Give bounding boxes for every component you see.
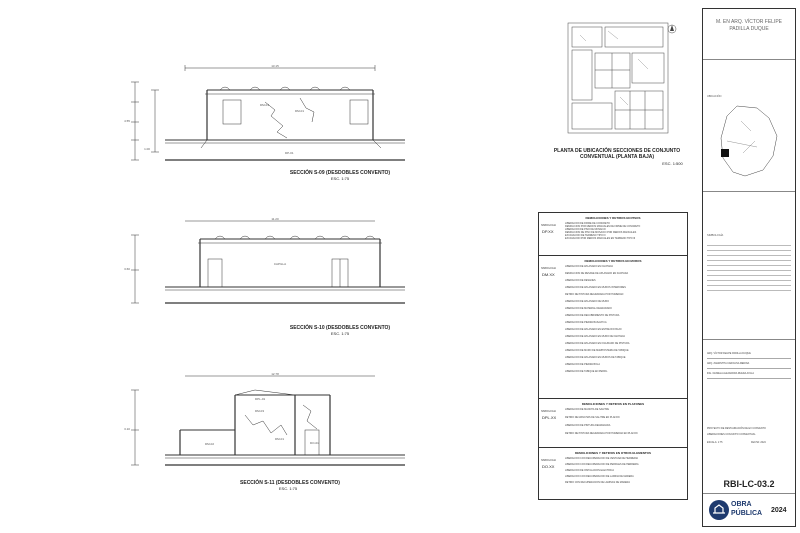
section-s10-title: SECCIÓN S-10 (DESDOBLES CONVENTO): [289, 325, 391, 331]
divider: [703, 339, 795, 340]
note-line: LIBERACION DE APLANADO EN MUROS DE TABIQUE: [565, 356, 626, 359]
note-line: LIBERACION DE APLANADO EN MUROS INTERIORES: [565, 286, 626, 289]
section-s11-drawing: [125, 370, 410, 475]
note-line: LIBERACION DE APLANADO EN FACHADA: [565, 265, 613, 268]
s09-dim-left: 4.55: [124, 119, 130, 123]
divider: [703, 493, 795, 494]
section-s09-drawing: [125, 62, 410, 177]
section-s10-scale: ESC. 1:75: [330, 331, 350, 336]
brand-bottom: PÚBLICA: [731, 510, 763, 517]
tb-row: ARQ. ZAMANTHA CAROLINA MEDINA: [707, 359, 791, 369]
note-line: RETIRO DE PINTURA DEGRADADA POR HUMEDAD: [565, 293, 624, 296]
s11-label-dpl01: DPL-01: [255, 397, 266, 401]
note-line: LIBERACION DE MANCHA DE SALITRE: [565, 408, 609, 411]
s09-label-dp01: DP-01: [285, 151, 294, 155]
signature-rows: [707, 349, 791, 379]
notes-code: DP.XX: [542, 229, 554, 234]
notes-lines: [565, 408, 685, 435]
legend-row: [707, 286, 791, 291]
section-s10-drawing: [125, 215, 410, 320]
location-map: [707, 101, 791, 187]
note-line: LIBERACION DE RESANES: [565, 279, 596, 282]
note-line: LIBERACION DE APLANADO EN ENTRE RIO BAJO: [565, 328, 622, 331]
s11-label-dm02: DM-02: [205, 442, 215, 446]
tb-row: ING. DANIELA ALEJANDRA RUEDA AYALA: [707, 369, 791, 379]
project-label: PROYECTO DE RESTAURACIÓN DE EX CONVENTO: [707, 427, 766, 430]
notes-group-header: DEMOLICIONES Y RETIROS EN OTROS ELEMENTOS: [574, 451, 651, 455]
divider: [703, 59, 795, 60]
site-plan-drawing: [560, 15, 680, 145]
notes-code-label: SIMBOLOGIA: [541, 410, 557, 413]
note-line: LIBERACION DE INSTALACION ELECTRICA: [565, 469, 614, 472]
note-line: LIBERACION DE PINTURA DEGRADADA: [565, 424, 611, 427]
notes-table: [538, 212, 688, 500]
notes-group-otros: [539, 448, 687, 499]
note-line: LIBERACION CON RECUPERACION DE LAMINA DE MADERA: [565, 475, 634, 478]
sheet-code: RBI-LC-03.2: [723, 479, 775, 489]
notes-code: DO.XX: [542, 464, 555, 469]
note-line: LIBERACION DE TABIQUE EN PERFIL: [565, 370, 608, 373]
s11-label-dm01: DM-01: [275, 437, 285, 441]
note-line: LIBERACION DE APLANADO DE MURO: [565, 300, 609, 303]
notes-code: DM.XX: [542, 272, 555, 277]
s10-dim-top: 11.20: [271, 217, 279, 221]
year: 2024: [771, 507, 787, 514]
section-s11-title: SECCIÓN S-11 (DESDOBLES CONVENTO): [240, 480, 340, 486]
s11-dim-left: 3.10: [124, 427, 130, 431]
notes-code: DPL.XX: [542, 415, 557, 420]
note-line: LIBERACION DE PIEDRA BOLA: [565, 363, 600, 366]
note-line: LIBERACION DE FIRME DE CONCRETO: [565, 222, 610, 225]
notes-group-header: DEMOLICIONES Y RETIROS EN PLAFONES: [581, 402, 645, 406]
section-s11-scale: ESC. 1:75: [278, 486, 298, 491]
note-line: LIBERACION DE PISO DE MOSAICO: [565, 228, 606, 231]
note-line: DEMOLICION DE PISO DE MOSAICO POR MEDIOS MANUALES: [565, 231, 637, 234]
note-line: LIBERACION CON RECUPERACION DE VENTANA DE HERRERIA: [565, 457, 639, 460]
s10-dim-left: 3.60: [124, 267, 130, 271]
section-s09-scale: ESC. 1:75: [330, 176, 350, 181]
notes-group-header: DEMOLICIONES Y RETIROS EN PISOS: [585, 216, 641, 220]
tb-row: ARQ. VÍCTOR FELIPE PADILLA DUQUE: [707, 349, 791, 359]
note-line: RETIRO DE MANCHAS DE SALITRE EN PLAFON: [565, 416, 620, 419]
s09-label-dm01: DM-01: [295, 109, 305, 113]
note-line: LIBERACION CON RECUPERACION DE PERFILES DE HERRERIA: [565, 463, 639, 466]
notes-group-header: DEMOLICIONES Y RETIROS EN MUROS: [584, 259, 642, 263]
section-s09-title: SECCIÓN S-09 (DESDOBLES CONVENTO): [289, 170, 391, 176]
note-line: EXCAVACION POR MEDIOS MANUALES EN TERRENO TIPO III: [565, 237, 636, 240]
notes-group-muros: [539, 256, 687, 399]
notes-code-label: SIMBOLOGIA: [541, 267, 557, 270]
s09-dim-low: 1.00: [144, 147, 150, 151]
s09-dim-top: 13.15: [271, 64, 279, 68]
notes-lines: [565, 457, 685, 484]
scale-row: ESCALA: 1:75: [707, 441, 723, 444]
s11-dim-top: 12.78: [271, 372, 279, 376]
note-line: DEMOLICION DE RESANE DE APLANADO EN FACHADA: [565, 272, 629, 275]
divider: [703, 191, 795, 192]
s11-label-dm03: DM-03: [255, 409, 265, 413]
legend-rows: [707, 241, 791, 291]
s11-label-do01: DO-01: [310, 441, 319, 445]
note-line: EXCAVACION DE TERRENO TIPO III: [565, 234, 606, 237]
note-line: LIBERACION DE MURO DE MAMPOSTERIA DE TABIQUE: [565, 349, 629, 352]
notes-group-pisos: [539, 213, 687, 256]
notes-code-label: SIMBOLOGIA: [541, 459, 557, 462]
note-line: LIBERACION DE PIEDRA BASALTICA: [565, 321, 607, 324]
title-block: [702, 8, 796, 527]
note-line: RETIRO CON RECUPERACION DE LAMINAS DE MADERA: [565, 481, 630, 484]
note-line: LIBERACION DE RECUBRIMIENTO DE PINTURA: [565, 314, 620, 317]
site-plan-title: PLANTA DE UBICACIÓN SECCIONES DE CONJUNTO CONVENTUAL (PLANTA BAJA): [553, 148, 681, 160]
symbology-label: SIMBOLOGÍA: [707, 234, 724, 237]
notes-group-plafones: [539, 399, 687, 448]
note-line: LIBERACION DE MATERIAL DEGRADADO: [565, 307, 612, 310]
notes-code-label: SIMBOLOGIA: [541, 224, 557, 227]
notes-lines: [565, 222, 685, 240]
s09-label-dm03: DM-03: [260, 103, 270, 107]
brand-top: OBRA: [731, 501, 752, 508]
note-line: LIBERACION DE APLANADO EN FIGURADO DE PINTURA: [565, 342, 630, 345]
site-plan-scale: ESC. 1:500: [662, 161, 683, 166]
note-line: LIBERACION DE APLANADO EN MURO DE FACHADA: [565, 335, 625, 338]
brand-logo-icon: [708, 499, 730, 521]
location-label: UBICACIÓN: [707, 95, 722, 98]
drawing-label: LIBERACIONES CONJUNTO CONVENTUAL: [707, 433, 756, 436]
note-line: DEMOLICION POR MEDIOS MANUALES DE FIRME DE CONCRETO: [565, 225, 641, 228]
date-row: FECHA: 2024: [751, 441, 766, 444]
notes-lines: [565, 265, 685, 373]
architect-name: M. EN ARQ. VÍCTOR FELIPE PADILLA DUQUE: [715, 19, 783, 32]
s10-label-capilla: CAPILLA: [273, 262, 287, 266]
note-line: RETIRO DE PINTURA DEGRADADA POR HUMEDAD EN PLAFON: [565, 432, 638, 435]
